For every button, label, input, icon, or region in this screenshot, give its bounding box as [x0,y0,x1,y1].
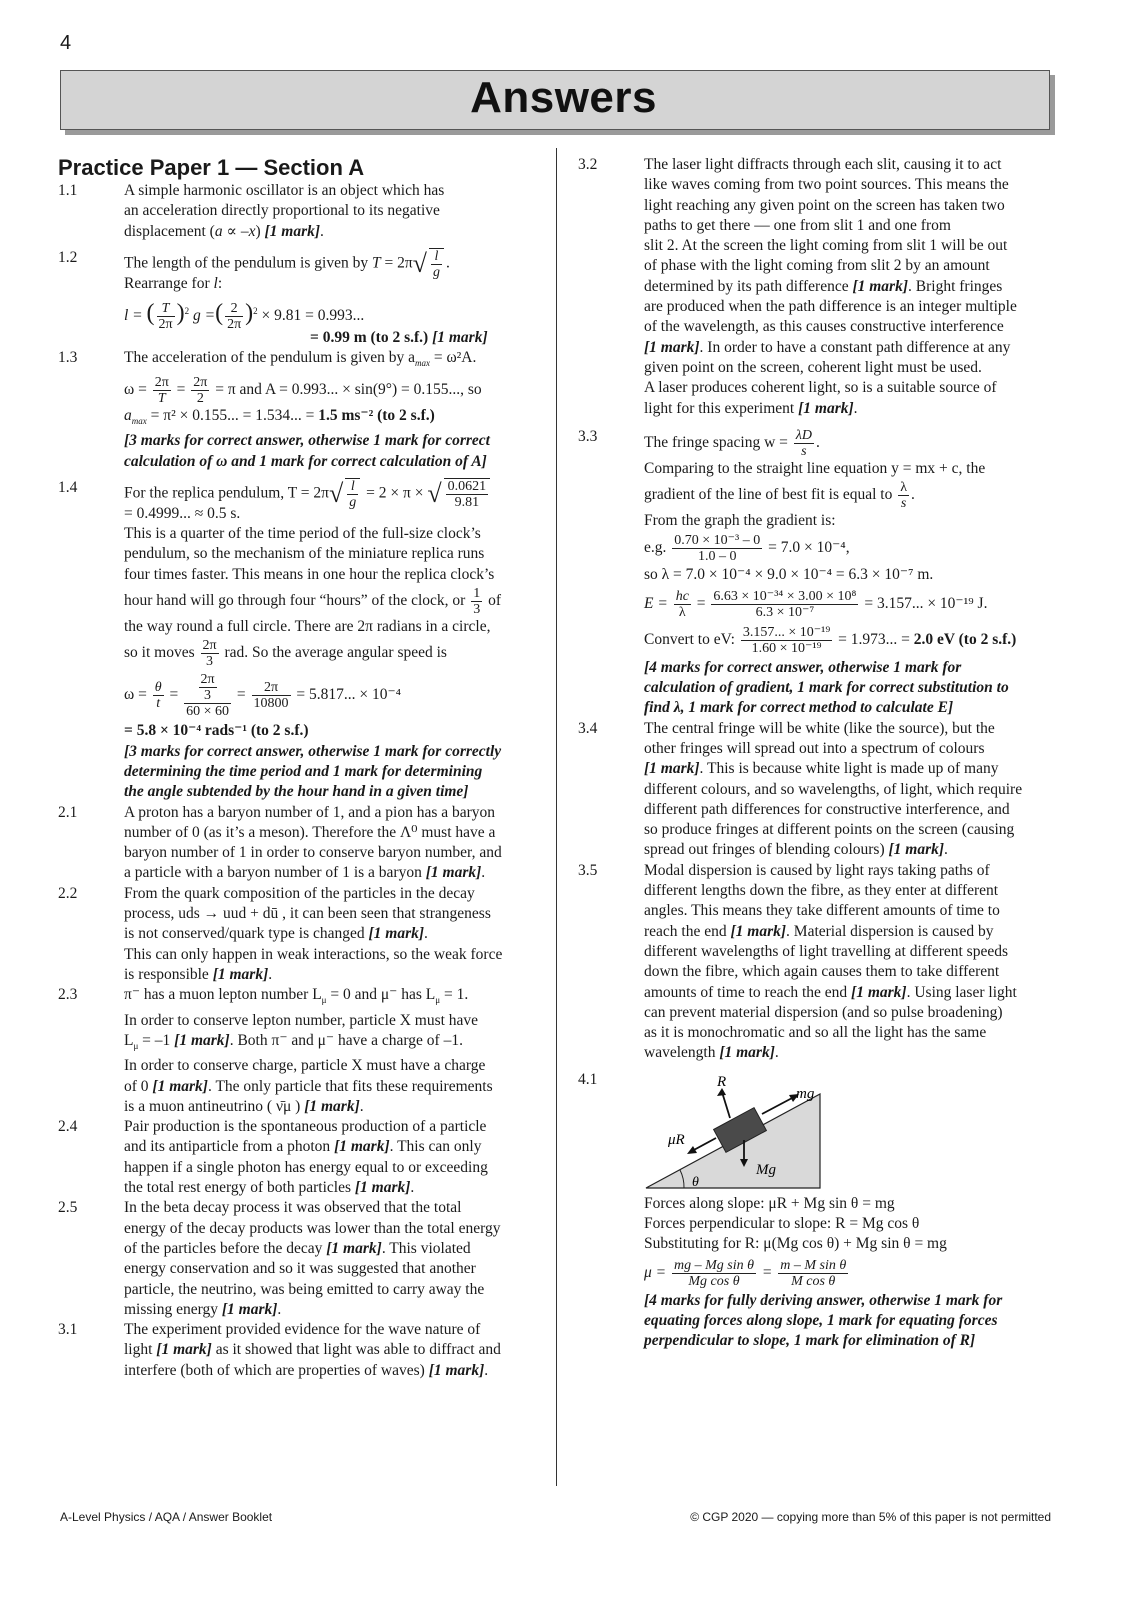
text-line: are produced when the path difference is an integer multiple [644,298,1017,316]
text-line: paths to get there — one from slit 1 and one from [644,216,951,234]
text-line: different path differences for constructive interference, and [644,800,1010,818]
question-2-2 [58,884,543,985]
text-line: given point on the screen, coherent light must be used. [644,358,982,376]
text-line: In order to conserve charge, particle X must have a charge [124,1057,486,1075]
question-1-1 [58,181,543,242]
text-line: [1 mark]. This is because white light is made up of many [644,760,999,778]
text-line: $L_\mu = -1$ [1 mark]. Both π⁻ and μ⁻ have a charge of –1. [124,1031,463,1051]
text-line: interfere (both of which are properties of waves) [1 mark]. [124,1361,489,1379]
mark-label: [1 mark] [851,983,907,1001]
mark-label: [1 mark] [368,925,425,943]
text-line: of 0 [1 mark]. The only particle that fits these requirements [124,1077,493,1095]
text-line: From the quark composition of the particles in the decay [124,884,475,902]
text-line: the way round a full circle. There are 2π radians in a circle, [124,618,491,636]
mark-label: [1 mark] [221,1300,278,1318]
answer-line: $a_{max} = \pi^2 \times 0.155$... = 1.534... = 1.5 ms⁻² (to 2 s.f.) [124,406,435,426]
question-number: 4.1 [578,1070,598,1088]
text-line: the total rest energy of both particles [1 mark]. [124,1179,415,1197]
question-number: 3.3 [578,427,598,445]
text-line: = 0.4999... ≈ 0.5 s. [124,504,241,522]
text-line: down the fibre, which again causes them to take different [644,963,1000,981]
mark-label: [1 mark] [644,760,700,778]
label-Mg: Mg [756,1161,776,1178]
question-number: 3.2 [578,156,598,173]
equation-line: Convert to eV: $\frac{\text{3.157... × 10⁻¹⁹}}{\text{1.60 × 10⁻¹⁹}}$ = 1.973... = 2.0 eV (to 2 s.f.) [644,624,1017,656]
question-number: 1.1 [58,182,78,199]
question-number: 3.5 [578,861,598,879]
mark-label: [1 mark] [644,338,700,356]
mark-label: [1 mark] [730,922,787,940]
equation-line: For the replica pendulum, T = 2π√ $\frac{l}{g}$ = 2 × π × √ $\frac{0.0621}{9.81}$ [124,478,543,504]
text-line: The length of the pendulum is given by T = 2π√ $\frac{l}{g}$ . [124,248,450,280]
text-line: so produce fringes at different points on the screen (causing [644,821,1015,839]
text-line: Comparing to the straight line equation y = mx + c, the [644,459,986,477]
right-column [578,155,1053,1351]
text-line: The experiment provided evidence for the wave nature of [124,1321,481,1339]
label-mg: mg [796,1085,815,1102]
banner-title: Answers [470,73,657,122]
question-number: 2.1 [58,803,78,821]
left-column [58,155,543,1381]
question-3-2 [578,155,1053,419]
text-line: different colours, and so wavelengths, of light, which require [644,780,1023,798]
text-line: missing energy [1 mark]. [124,1300,282,1318]
text-line: [1 mark]. In order to have a constant path difference at any [644,338,1011,356]
text-line: Modal dispersion is caused by light rays taking paths of [644,861,990,879]
question-3-3 [578,427,1053,719]
text-line: Substituting for R: μ(Mg cos θ) + Mg sin θ = mg [644,1235,947,1253]
question-4-1 [578,1070,1053,1352]
text-line: A laser produces coherent light, so is a suitable source of [644,379,997,397]
text-line: baryon number of 1 in order to conserve baryon number, and [124,844,502,862]
normal-force-arrow [722,1092,730,1118]
equation-line: μ = $\frac{\text{mg – Mg sin θ}}{\text{Mg cos θ}}$ = $\frac{\text{m – M sin θ}}{\text{M cos θ}}$ [644,1257,847,1289]
text-line: like waves coming from two point sources. This means the [644,176,1009,194]
text-line: This can only happen in weak interactions, so the weak force [124,945,503,963]
mark-label: [1 mark] [326,1239,382,1257]
text-line: Forces perpendicular to slope: R = Mg cos θ [644,1214,920,1232]
mark-label: [1 mark] [888,841,945,859]
mark-scheme: the angle subtended by the hour hand in a given time] [124,783,469,801]
text-line: so λ = 7.0 × 10⁻⁴ × 9.0 × 10⁻⁴ = 6.3 × 10⁻⁷ m. [644,566,934,584]
text-line: number of 0 (as it’s a meson). Therefore the Λ⁰ must have a [124,823,496,841]
text-line: an acceleration directly proportional to its negative [124,202,440,220]
text-line: This is a quarter of the time period of the full-size clock’s [124,525,481,543]
question-number: 1.3 [58,349,78,367]
text-line: is not conserved/quark type is changed [1 mark]. [124,925,428,943]
label-muR: μR [668,1131,685,1148]
answer-line: = 5.8 × 10⁻⁴ rads⁻¹ (to 2 s.f.) [124,722,309,740]
mark-scheme: determining the time period and 1 mark for determining [124,762,483,780]
equation-line: E = $\frac{hc}{\lambda}$ = $\frac{\text{6.63 × 10⁻³⁴ × 3.00 × 10⁸}}{\text{6.3 × 10⁻⁷}}$ = 3.157... × 10⁻¹⁹ J. [644,588,988,620]
question-1-2 [58,248,543,349]
equation-line: ω = $\frac{2\pi}{T}$ = $\frac{2\pi}{2}$ = π and A = 0.993... × sin(9°) = 0.155..., so [124,374,482,406]
mark-label: [1 mark] [212,965,269,983]
mark-label: [1 mark] [334,1138,390,1156]
text-line: light [1 mark] as it showed that light was able to diffract and [124,1341,501,1359]
text-line: determined by its path difference [1 mark]. Bright fringes [644,277,1003,295]
text-line: a particle with a baryon number of 1 is a baryon [1 mark]. [124,864,486,882]
text-line: angles. This means they take different amounts of time to [644,902,1000,920]
text-line: light for this experiment [1 mark]. [644,399,858,417]
text-line: Pair production is the spontaneous production of a particle [124,1118,487,1136]
equation-line: ω = $\frac{\theta}{t}$ = $\frac{\frac{2\pi}{3}}{60 \times 60}$ = $\frac{2\pi}{10800}$ = 5.817... × 10⁻⁴ [124,672,402,720]
mark-scheme: calculation of ω and 1 mark for correct calculation of A] [124,452,487,470]
column-divider [556,148,557,1486]
page-number: 4 [60,32,72,54]
text-line: particle, the neutrino, was being emitted to carry away the [124,1280,485,1298]
mark-label: [1 mark] [152,1077,208,1095]
text-line: of the particles before the decay [1 mark]. This violated [124,1239,471,1257]
mark-scheme: equating forces along slope, 1 mark for equating forces [644,1311,998,1329]
text-line: Rearrange for l: [124,274,223,292]
text-line: The laser light diffracts through each slit, causing it to act [644,156,1002,173]
mark-label: [1 mark] [852,277,909,295]
text-line: as it is monochromatic and so all the light has the same [644,1024,987,1042]
question-3-4 [578,719,1053,861]
mark-scheme: [3 marks for correct answer, otherwise 1 mark for correctly [124,742,502,760]
mark-label: [1 mark] [428,1361,485,1379]
mark-label: [1 mark] [798,399,854,417]
question-1-3 [58,348,543,471]
text-line: wavelength [1 mark]. [644,1044,779,1062]
text-line: of the wavelength, as this causes constructive interference [644,318,1004,336]
question-3-5 [578,861,1053,1064]
text-line: The fringe spacing w = $\frac{\lambda D}{s}$ . [644,427,820,459]
text-line: From the graph the gradient is: [644,512,836,530]
text-line: reach the end [1 mark]. Material dispersion is caused by [644,922,994,940]
text-line: amounts of time to reach the end [1 mark]. Using laser light [644,983,1017,1001]
question-number: 1.2 [58,248,78,266]
mark-label: [1 mark] [425,864,482,882]
mark-label: [1 mark] [304,1097,360,1115]
mark-scheme: [4 marks for fully deriving answer, otherwise 1 mark for [644,1291,1003,1309]
mark-scheme: find λ, 1 mark for correct method to calculate E] [644,699,954,717]
text-line: The acceleration of the pendulum is given by $a_{max} = \omega^2A$. [124,349,477,369]
text-line: other fringes will spread out into a spectrum of colours [644,739,985,757]
mark-label: [1 mark] [156,1341,212,1359]
text-line: spread out fringes of blending colours) [1 mark]. [644,841,948,859]
mark-scheme: [4 marks for correct answer, otherwise 1 mark for [644,658,962,676]
friction-arrow [692,1138,716,1151]
mark-label: [1 mark] [719,1044,775,1062]
text-line: In order to conserve lepton number, particle X must have [124,1011,479,1029]
question-number: 2.4 [58,1118,78,1136]
text-line: slit 2. At the screen the light coming from slit 1 will be out [644,237,1008,255]
text-line: process, uds → uud + dū , it can been seen that strangeness [124,905,491,923]
section-title: Practice Paper 1 — Section A [58,155,365,180]
label-R: R [717,1073,727,1090]
text-line: is a muon antineutrino ( ν̄μ ) [1 mark]. [124,1097,364,1115]
text-line: gradient of the line of best fit is equal to $\frac{\lambda}{s}$ . [644,480,915,512]
question-number: 2.5 [58,1199,78,1217]
mark-label: [1 mark] [264,222,321,240]
text-line: hour hand will go through four “hours” of the clock, or $\frac{1}{3}$ of [124,585,502,617]
mark-scheme: [3 marks for correct answer, otherwise 1 mark for correct [124,432,490,450]
text-line: A proton has a baryon number of 1, and a pion has a baryon [124,803,496,821]
equation-line: l = ( $\frac{T}{2\pi}$ )$^2$ g =( $\frac{2}{2\pi}$ )$^2$ × 9.81 = 0.993... [124,300,365,333]
question-2-4 [58,1117,543,1198]
label-theta: θ [692,1174,699,1190]
text-line: A simple harmonic oscillator is an object which has [124,182,445,199]
text-line: can prevent material dispersion (and so pulse broadening) [644,1003,1003,1021]
text-line: of phase with the light coming from slit 2 by an amount [644,257,990,275]
text-line: π⁻ has a muon lepton number $L_\mu = 0$ and μ⁻ has $L_\mu = 1$. [124,986,469,1006]
answer-line: = 0.99 m (to 2 s.f.) [1 mark] [310,329,488,347]
question-number: 3.1 [58,1321,78,1339]
question-2-1 [58,803,543,884]
equation-line: e.g. $\frac{\text{0.70 × 10⁻³ – 0}}{1.0 - 0}$ = 7.0 × 10⁻⁴, [644,533,850,565]
text-line: displacement (a ∝ –x) [1 mark]. [124,222,324,240]
text-line: energy conservation and so it was suggested that another [124,1260,476,1278]
text-line: happen if a single photon has energy equal to or exceeding [124,1158,488,1176]
text-line: different wavelengths of light travelling at different speeds [644,942,1008,960]
text-line: pendulum, so the mechanism of the miniature replica runs [124,545,485,563]
text-line: and its antiparticle from a photon [1 mark]. This can only [124,1138,482,1156]
footer-left: A-Level Physics / AQA / Answer Booklet [60,1510,273,1524]
question-3-1 [58,1320,543,1381]
footer-right: © CGP 2020 — copying more than 5% of this paper is not permitted [690,1510,1051,1524]
text-line: is responsible [1 mark]. [124,965,273,983]
mark-label: [1 mark] [354,1179,411,1197]
text-line: so it moves $\frac{2\pi}{3}$ rad. So the average angular speed is [124,638,447,670]
text-line: The central fringe will be white (like the source), but the [644,719,995,737]
mark-label: [1 mark] [174,1031,230,1049]
text-line: energy of the decay products was lower than the total energy [124,1219,501,1237]
text-line: light reaching any given point on the screen has taken two [644,196,1005,214]
question-1-4 [58,478,543,803]
answers-banner [60,70,1050,130]
question-number: 1.4 [58,478,78,496]
incline-diagram [644,1074,824,1192]
question-number: 2.3 [58,986,78,1004]
mark-scheme: calculation of gradient, 1 mark for correct substitution to [644,679,1009,697]
text-line: different lengths down the fibre, as they enter at different [644,882,999,900]
mark-label: [1 mark] [432,329,488,347]
text-line: In the beta decay process it was observed that the total [124,1199,462,1217]
text-line: Forces along slope: μR + Mg sin θ = mg [644,1194,895,1212]
question-number: 2.2 [58,884,78,902]
mark-scheme: perpendicular to slope, 1 mark for elimination of R] [644,1332,976,1350]
question-2-5 [58,1198,543,1320]
question-number: 3.4 [578,719,598,737]
question-2-3 [58,985,543,1117]
text-line: four times faster. This means in one hour the replica clock’s [124,565,495,583]
